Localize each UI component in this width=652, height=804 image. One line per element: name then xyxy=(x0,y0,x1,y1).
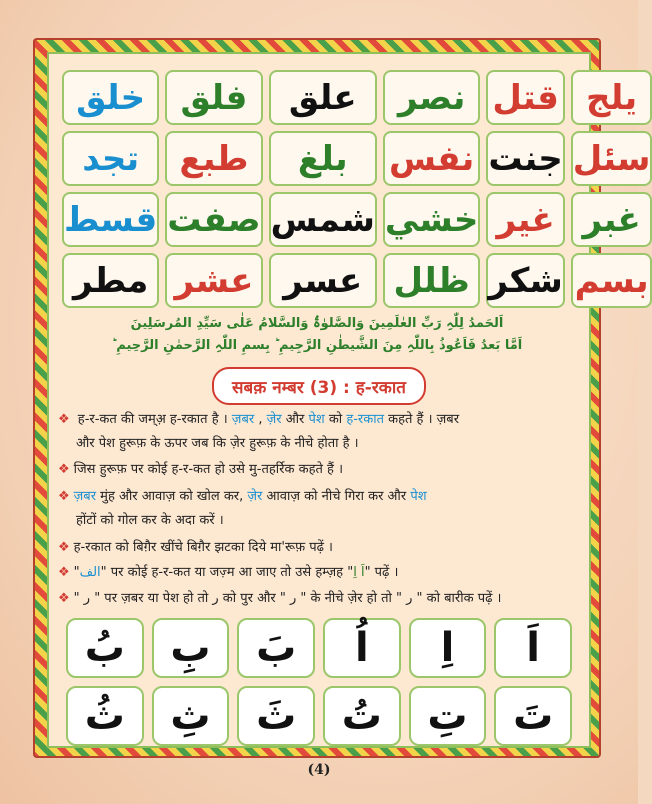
word-tile: خلق xyxy=(62,70,159,125)
word-tile: غبر xyxy=(571,192,652,247)
word-tile: قسط xyxy=(62,192,159,247)
para5-alif: الف xyxy=(79,565,101,580)
paragraph-1 xyxy=(58,410,578,430)
para1-text-e: और xyxy=(281,412,309,427)
word-tile: مطر xyxy=(62,253,159,308)
para1-zer: ज़ेर xyxy=(266,412,282,427)
bullet-icon: ❖ xyxy=(58,565,70,580)
para5-hamza: اَ اِ xyxy=(353,565,365,580)
word-tile: سئل xyxy=(571,131,652,186)
para3-zabar: ज़बर xyxy=(73,489,97,504)
para6-text: " ر " पर ज़बर या पेश हो तो ر को पुर और " ر " के नीचे ज़ेर हो तो " ر " को बारीक पढ़ें । xyxy=(73,591,502,606)
bullet-icon: ❖ xyxy=(58,412,70,427)
letter-tile: ثُ xyxy=(66,686,144,746)
page-number: (4) xyxy=(307,762,331,778)
para3-text-b: मुंह और आवाज़ को खोल कर, xyxy=(96,489,248,504)
para1-harakat: ह-रकात xyxy=(346,412,384,427)
para3-pesh: पेश xyxy=(410,489,427,504)
para4-text: ह-रकात को बिग़ैर खींचे बिग़ैर झटका दिये मा'रूफ़ पढ़ें । xyxy=(73,540,333,555)
word-tile: طبع xyxy=(165,131,262,186)
word-tile: عسر xyxy=(269,253,377,308)
para3-text-d: आवाज़ को नीचे गिरा कर और xyxy=(262,489,411,504)
paragraph-5 xyxy=(58,563,578,583)
para1-text-i: कहते हैं । ज़बर xyxy=(384,412,460,427)
paragraph-3b: होंटों को गोल कर के अदा करें । xyxy=(76,513,224,528)
letter-tile: تُ xyxy=(323,686,401,746)
letter-tile: ثَ xyxy=(237,686,315,746)
letter-tile: اُ xyxy=(323,618,401,678)
word-tile: خشي xyxy=(383,192,481,247)
bullet-icon: ❖ xyxy=(58,489,70,504)
word-tile: شكر xyxy=(486,253,564,308)
paragraph-3 xyxy=(58,487,578,507)
letter-tile: اِ xyxy=(409,618,487,678)
word-tile: صفت xyxy=(165,192,262,247)
letter-tile: تِ xyxy=(409,686,487,746)
word-tile: ظلل xyxy=(383,253,481,308)
lesson-title: सबक़ नम्बर (3) : ह-रकात xyxy=(212,367,426,405)
word-tile: بسم xyxy=(571,253,652,308)
dua-line-1: اَلحَمدُ لِلّٰہِ رَبِّ العٰلَمِينَ وَالصَّلوٰۃُ وَالسَّلامُ عَلٰی سَیِّدِ المُرسَلِینَ xyxy=(130,316,504,331)
word-tile: يلج xyxy=(571,70,652,125)
letter-tile: بِ xyxy=(152,618,230,678)
word-tile: عشر xyxy=(165,253,262,308)
dua-line-2: اَمَّا بَعدُ فَاَعُوذُ بِاللّٰہِ مِنَ الشَّیطٰنِ الرَّجِیمِ ؕ بِسمِ اللّٰہِ الرَّحمٰنِ الرَّحِیمِ ؕ xyxy=(111,338,523,353)
paragraph-6 xyxy=(58,589,578,609)
para5-text-c: " पर कोई ह-र-कत या जज़्म आ जाए तो उसे हम्ज़ह " xyxy=(100,565,354,580)
para1-text-c: , xyxy=(254,412,267,427)
para1-pesh: पेश xyxy=(308,412,325,427)
para3-zer: ज़ेर xyxy=(247,489,263,504)
word-tile: نصر xyxy=(383,70,481,125)
paragraph-2 xyxy=(58,460,578,480)
para1-text-g: को xyxy=(324,412,347,427)
bullet-icon: ❖ xyxy=(58,462,70,477)
word-tile: تجد xyxy=(62,131,159,186)
letter-grid xyxy=(66,618,572,746)
para1-text-a: ह-र-कत की जम्अ़ ह-रकात है । xyxy=(77,412,232,427)
letter-tile: تَ xyxy=(494,686,572,746)
word-tile: بلغ xyxy=(269,131,377,186)
letter-tile: بُ xyxy=(66,618,144,678)
word-tile: غير xyxy=(486,192,564,247)
para5-text-a: " xyxy=(73,565,80,580)
para5-text-e: " पढ़ें । xyxy=(364,565,399,580)
word-tile: قتل xyxy=(486,70,564,125)
word-grid xyxy=(62,70,651,308)
para2-text: जिस हुरूफ़ पर कोई ह-र-कत हो उसे मु-तहर्रिक कहते हैं । xyxy=(73,462,343,477)
bullet-icon: ❖ xyxy=(58,591,70,606)
letter-tile: اَ xyxy=(494,618,572,678)
word-tile: نفس xyxy=(383,131,481,186)
para1-zabar: ज़बर xyxy=(231,412,255,427)
paragraph-4 xyxy=(58,538,578,558)
word-tile: شمس xyxy=(269,192,377,247)
word-tile: جنت xyxy=(486,131,564,186)
word-tile: فلق xyxy=(165,70,262,125)
letter-tile: بَ xyxy=(237,618,315,678)
paragraph-1b: और पेश हुरूफ़ के ऊपर जब कि ज़ेर हुरूफ़ के नीचे होता है । xyxy=(76,436,359,451)
word-tile: علق xyxy=(269,70,377,125)
bullet-icon: ❖ xyxy=(58,540,70,555)
letter-tile: ثِ xyxy=(152,686,230,746)
